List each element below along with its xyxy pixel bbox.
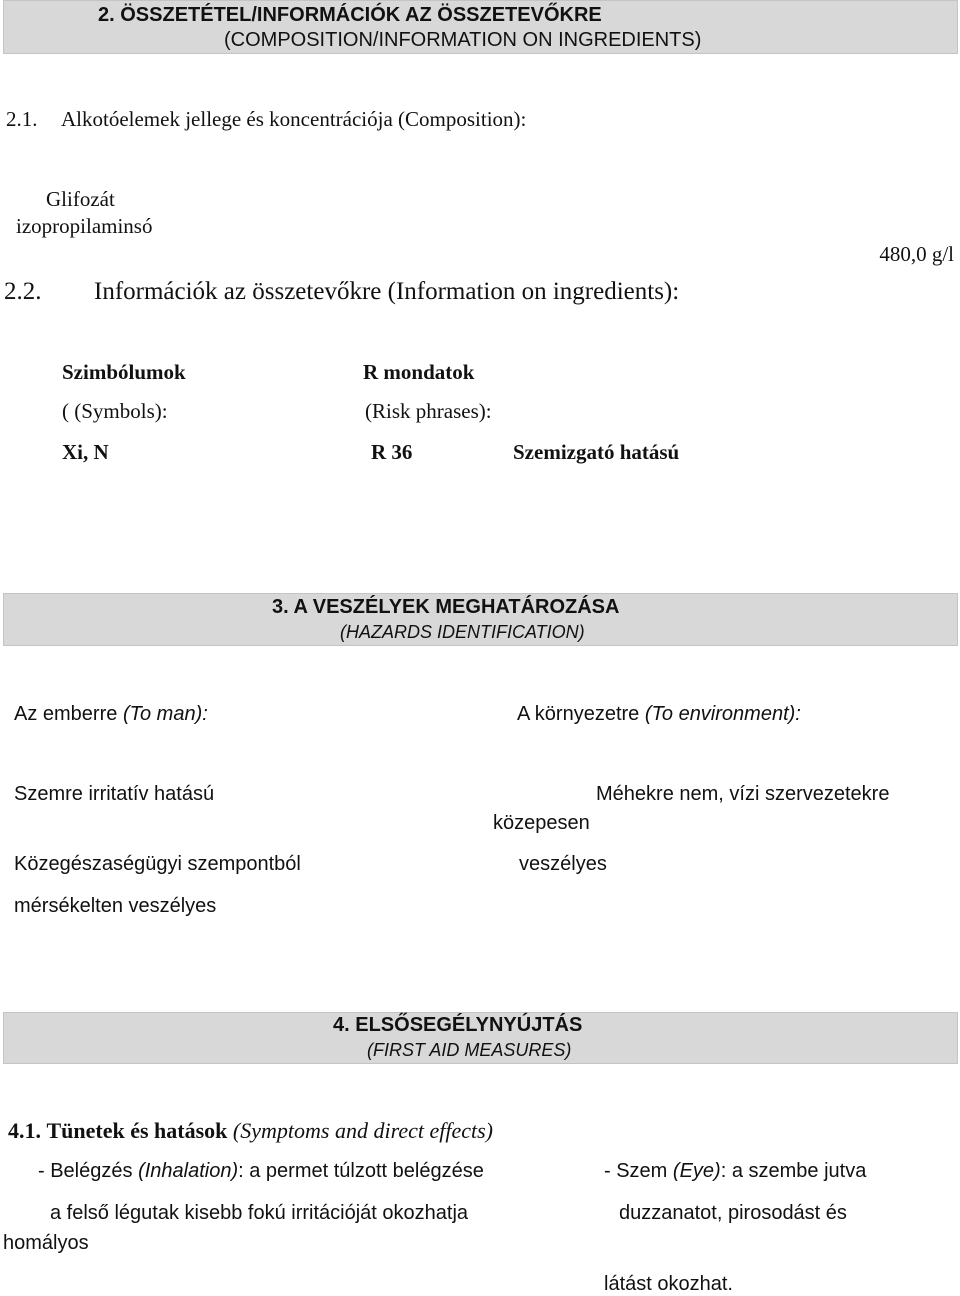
eye-line4: látást okozhat.: [604, 1273, 733, 1295]
risk-phrase-code: R 36: [371, 440, 413, 464]
env-hazard-line3: veszélyes: [519, 853, 607, 875]
section-2-1-heading: [6, 107, 526, 132]
section-2-2-heading: [4, 278, 679, 306]
to-man-label: Az emberre (To man):: [14, 703, 208, 725]
section-number: 2.2.: [4, 278, 42, 305]
heading-text-en: (Composition):: [398, 107, 527, 131]
section-4-1-heading: [8, 1118, 493, 1144]
risk-phrase-text: Szemizgató hatású: [513, 440, 680, 464]
section-2-subtitle: (COMPOSITION/INFORMATION ON INGREDIENTS): [224, 29, 702, 51]
heading-text: Alkotóelemek jellege és koncentrációja: [61, 107, 393, 131]
risk-phrases-label: R mondatok: [363, 360, 475, 384]
to-environment-label: A környezetre (To environment):: [517, 703, 801, 725]
heading-text: Tünetek és hatások: [46, 1118, 228, 1143]
symbols-value: Xi, N: [62, 440, 109, 464]
eye-line3: homályos: [3, 1232, 89, 1254]
eye-line2: duzzanatot, pirosodást és: [619, 1202, 847, 1224]
man-hazard-line2: Közegészaségügyi szempontból: [14, 853, 301, 875]
ingredient-name-line2: izopropilaminsó: [16, 214, 153, 238]
env-hazard-line1: Méhekre nem, vízi szervezetekre: [596, 783, 890, 805]
symbols-label-en: ( (Symbols):: [62, 399, 168, 423]
symbols-label: Szimbólumok: [62, 360, 186, 384]
eye-line1: - Szem (Eye): a szembe jutva: [604, 1160, 867, 1182]
inhalation-line1: - Belégzés (Inhalation): a permet túlzott belégzése: [38, 1160, 484, 1182]
man-hazard-line1: Szemre irritatív hatású: [14, 783, 215, 805]
ingredient-name-line1: Glifozát: [46, 187, 115, 211]
section-number: 4.1.: [8, 1118, 41, 1143]
section-4-subtitle: (FIRST AID MEASURES): [367, 1040, 572, 1060]
ingredient-concentration: 480,0 g/l: [879, 242, 954, 266]
section-2-title: 2. ÖSSZETÉTEL/INFORMÁCIÓK AZ ÖSSZETEVŐKRE: [98, 4, 602, 26]
section-3-subtitle: (HAZARDS IDENTIFICATION): [340, 622, 585, 642]
heading-text-en: (Symptoms and direct effects): [232, 1118, 493, 1143]
heading-text: Információk az összetevőkre (Information on ingredients):: [94, 278, 680, 305]
inhalation-line2: a felső légutak kisebb fokú irritációját okozhatja: [50, 1202, 469, 1224]
env-hazard-line2: közepesen: [493, 812, 590, 834]
man-hazard-line3: mérsékelten veszélyes: [14, 895, 217, 917]
section-number: 2.1.: [6, 107, 38, 131]
section-4-title: 4. ELSŐSEGÉLYNYÚJTÁS: [333, 1014, 583, 1036]
section-3-title: 3. A VESZÉLYEK MEGHATÁROZÁSA: [272, 596, 620, 618]
risk-phrases-label-en: (Risk phrases):: [365, 399, 492, 423]
